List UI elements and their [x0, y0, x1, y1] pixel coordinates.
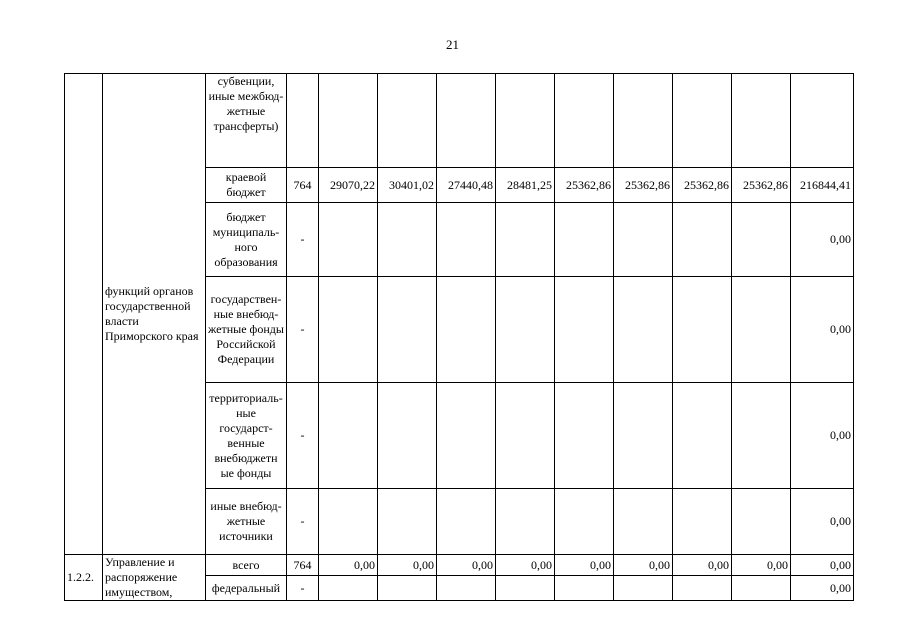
value-cell: [732, 203, 791, 277]
total-cell: 0,00: [791, 203, 854, 277]
row-number: [65, 74, 103, 555]
value-cell: [319, 74, 378, 168]
funding-source: субвенции, иные межбюд-жетные трансферты): [206, 74, 287, 168]
value-cell: [673, 489, 732, 555]
value-cell: [614, 489, 673, 555]
value-cell: 25362,86: [673, 168, 732, 203]
item-name: Управление и распоряжение имуществом,: [103, 555, 206, 601]
total-cell: 0,00: [791, 576, 854, 601]
funding-source: бюджет муниципаль-ного образования: [206, 203, 287, 277]
value-cell: [378, 576, 437, 601]
value-cell: 30401,02: [378, 168, 437, 203]
total-cell: 0,00: [791, 489, 854, 555]
value-cell: [496, 74, 555, 168]
budget-code: [287, 74, 319, 168]
value-cell: [673, 277, 732, 383]
value-cell: 25362,86: [555, 168, 614, 203]
value-cell: [614, 74, 673, 168]
value-cell: 0,00: [673, 555, 732, 576]
value-cell: [437, 383, 496, 489]
value-cell: [732, 576, 791, 601]
value-cell: [319, 203, 378, 277]
funding-source: территориаль-ные государст-венные внебюджетн ые фонды: [206, 383, 287, 489]
value-cell: [673, 74, 732, 168]
value-cell: [496, 383, 555, 489]
value-cell: [378, 74, 437, 168]
value-cell: [496, 203, 555, 277]
funding-source: краевой бюджет: [206, 168, 287, 203]
budget-code: -: [287, 203, 319, 277]
value-cell: [673, 203, 732, 277]
budget-code: 764: [287, 168, 319, 203]
total-cell: 216844,41: [791, 168, 854, 203]
value-cell: [437, 277, 496, 383]
value-cell: 0,00: [555, 555, 614, 576]
value-cell: [319, 489, 378, 555]
funding-source: федеральный: [206, 576, 287, 601]
value-cell: [732, 74, 791, 168]
value-cell: [319, 576, 378, 601]
value-cell: [437, 576, 496, 601]
value-cell: [555, 277, 614, 383]
item-name: функций органов государственной власти Приморского края: [103, 74, 206, 555]
value-cell: [555, 576, 614, 601]
value-cell: [614, 277, 673, 383]
budget-code: -: [287, 383, 319, 489]
value-cell: 29070,22: [319, 168, 378, 203]
value-cell: 27440,48: [437, 168, 496, 203]
value-cell: [673, 383, 732, 489]
value-cell: [319, 383, 378, 489]
value-cell: [437, 489, 496, 555]
value-cell: 25362,86: [614, 168, 673, 203]
value-cell: 28481,25: [496, 168, 555, 203]
budget-code: -: [287, 489, 319, 555]
budget-code: 764: [287, 555, 319, 576]
value-cell: [732, 489, 791, 555]
funding-source: иные внебюд-жетные источники: [206, 489, 287, 555]
value-cell: [614, 203, 673, 277]
budget-code: -: [287, 576, 319, 601]
value-cell: 0,00: [378, 555, 437, 576]
value-cell: [614, 383, 673, 489]
value-cell: 0,00: [437, 555, 496, 576]
value-cell: [437, 203, 496, 277]
funding-source: всего: [206, 555, 287, 576]
value-cell: [555, 489, 614, 555]
value-cell: [555, 383, 614, 489]
value-cell: [378, 277, 437, 383]
page-number: 21: [446, 37, 459, 52]
value-cell: [319, 277, 378, 383]
table-row: [65, 74, 854, 168]
total-cell: 0,00: [791, 383, 854, 489]
table-row: [65, 555, 854, 576]
value-cell: [496, 489, 555, 555]
value-cell: 0,00: [319, 555, 378, 576]
value-cell: [673, 576, 732, 601]
table-body: [65, 74, 854, 601]
value-cell: 0,00: [496, 555, 555, 576]
budget-code: -: [287, 277, 319, 383]
value-cell: 0,00: [732, 555, 791, 576]
value-cell: [555, 203, 614, 277]
value-cell: 25362,86: [732, 168, 791, 203]
value-cell: [378, 489, 437, 555]
total-cell: 0,00: [791, 555, 854, 576]
value-cell: [378, 383, 437, 489]
value-cell: [614, 576, 673, 601]
value-cell: 0,00: [614, 555, 673, 576]
row-number: 1.2.2.: [65, 555, 103, 601]
budget-table: [64, 73, 854, 601]
value-cell: [378, 203, 437, 277]
value-cell: [496, 576, 555, 601]
value-cell: [555, 74, 614, 168]
value-cell: [496, 277, 555, 383]
funding-source: государствен-ные внебюд-жетные фонды Российской Федерации: [206, 277, 287, 383]
total-cell: 0,00: [791, 277, 854, 383]
value-cell: [732, 383, 791, 489]
total-cell: [791, 74, 854, 168]
value-cell: [732, 277, 791, 383]
value-cell: [437, 74, 496, 168]
